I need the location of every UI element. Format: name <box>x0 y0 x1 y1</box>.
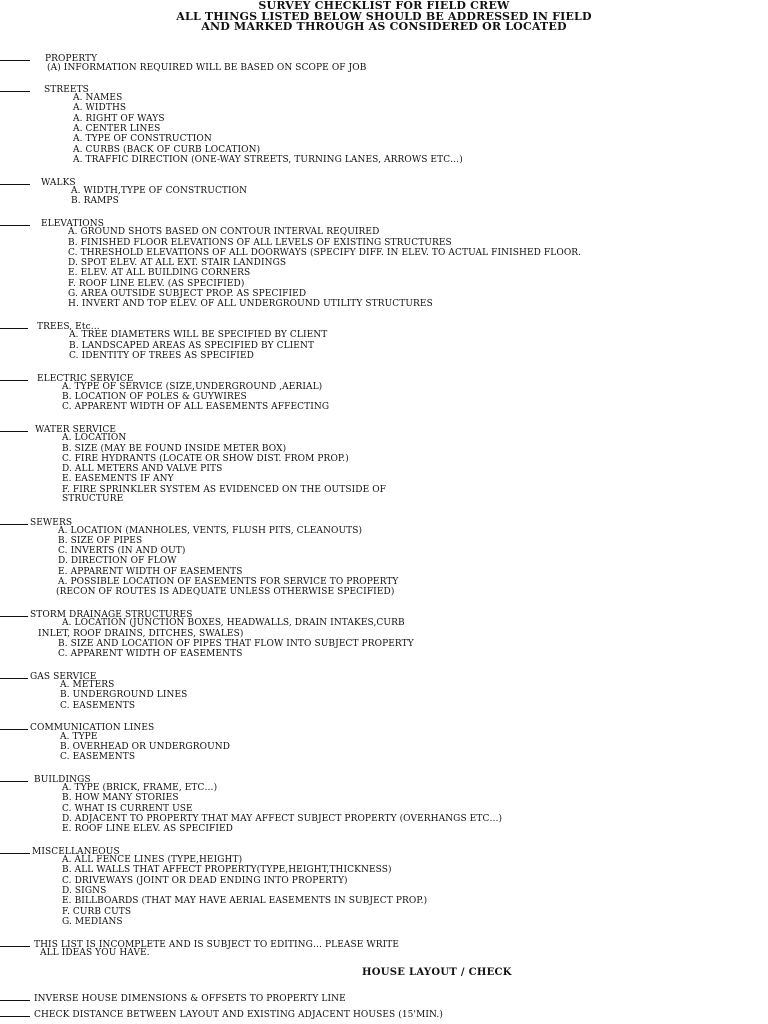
section-heading: STORM DRAINAGE STRUCTURES <box>30 610 193 620</box>
checkbox-blank-line[interactable] <box>0 1008 30 1017</box>
buildings-item: E. ROOF LINE ELEV. AS SPECIFIED <box>62 824 233 834</box>
misc-item: E. BILLBOARDS (THAT MAY HAVE AERIAL EASEMENTS IN SUBJECT PROP.) <box>62 896 428 906</box>
gas-item: C. EASEMENTS <box>60 701 136 711</box>
streets-item: A. TYPE OF CONSTRUCTION <box>73 134 212 144</box>
streets-item: A. NAMES <box>73 93 123 103</box>
checkbox-blank-line[interactable] <box>0 608 28 617</box>
water-item: C. FIRE HYDRANTS (LOCATE OR SHOW DIST. FROM PROP.) <box>62 454 349 464</box>
section-heading: MISCELLANEOUS <box>32 847 120 857</box>
sewers-item: A. POSSIBLE LOCATION OF EASEMENTS FOR SERVICE TO PROPERTY <box>58 577 399 587</box>
communication-item: B. OVERHEAD OR UNDERGROUND <box>60 742 231 752</box>
electric-item: C. APPARENT WIDTH OF ALL EASEMENTS AFFECTING <box>62 402 330 412</box>
section-heading: BUILDINGS <box>34 775 91 785</box>
checkbox-blank-line[interactable] <box>0 516 28 525</box>
checkbox-blank-line[interactable] <box>0 670 28 679</box>
checkbox-blank-line[interactable] <box>0 423 28 432</box>
section-heading: WALKS <box>41 178 76 188</box>
elevations-item: E. ELEV. AT ALL BUILDING CORNERS <box>68 268 251 278</box>
storm-item: A. LOCATION (JUNCTION BOXES, HEADWALLS, DRAIN INTAKES,CURB <box>62 618 405 628</box>
misc-item: C. DRIVEWAYS (JOINT OR DEAD ENDING INTO PROPERTY) <box>62 876 348 886</box>
elevations-item: F. ROOF LINE ELEV. (AS SPECIFIED) <box>68 279 245 289</box>
section-heading: PROPERTY <box>45 54 98 64</box>
sewers-item: E. APPARENT WIDTH OF EASEMENTS <box>58 567 243 577</box>
trees-item: A. TREE DIAMETERS WILL BE SPECIFIED BY CLIENT <box>69 330 328 340</box>
buildings-item: C. WHAT IS CURRENT USE <box>62 804 193 814</box>
note-line-2: ALL IDEAS YOU HAVE. <box>40 948 150 958</box>
house-layout-row <box>0 1008 443 1020</box>
sewers-item: (RECON OF ROUTES IS ADEQUATE UNLESS OTHERWISE SPECIFIED) <box>56 587 395 597</box>
streets-item: A. CENTER LINES <box>73 124 161 134</box>
gas-item: B. UNDERGROUND LINES <box>60 690 188 700</box>
house-layout-heading: HOUSE LAYOUT / CHECK <box>362 967 512 978</box>
water-item: STRUCTURE <box>62 494 124 504</box>
electric-item: A. TYPE OF SERVICE (SIZE,UNDERGROUND ,AERIAL) <box>62 382 323 392</box>
streets-item: A. CURBS (BACK OF CURB LOCATION) <box>73 145 261 155</box>
buildings-item: D. ADJACENT TO PROPERTY THAT MAY AFFECT SUBJECT PROPERTY (OVERHANGS ETC…) <box>62 814 503 824</box>
house-layout-item: CHECK DISTANCE BETWEEN LAYOUT AND EXISTING ADJACENT HOUSES (15'MIN.) <box>34 1010 444 1020</box>
elevations-item: C. THRESHOLD ELEVATIONS OF ALL DOORWAYS (SPECIFY DIFF. IN ELEV. TO ACTUAL FINISHED FLOOR. <box>68 248 582 258</box>
sewers-item: A. LOCATION (MANHOLES, VENTS, FLUSH PITS, CLEANOUTS) <box>58 526 363 536</box>
misc-item: F. CURB CUTS <box>62 907 132 917</box>
walks-heading-row <box>0 176 76 188</box>
water-item: B. SIZE (MAY BE FOUND INSIDE METER BOX) <box>62 444 287 454</box>
checkbox-blank-line[interactable] <box>0 320 28 329</box>
elevations-item: H. INVERT AND TOP ELEV. OF ALL UNDERGROUND UTILITY STRUCTURES <box>68 299 433 309</box>
house-layout-row <box>0 992 346 1004</box>
checkbox-blank-line[interactable] <box>0 176 30 185</box>
title-line-3: AND MARKED THROUGH AS CONSIDERED OR LOCATED <box>201 20 567 33</box>
misc-item: B. ALL WALLS THAT AFFECT PROPERTY(TYPE,HEIGHT,THICKNESS) <box>62 865 392 875</box>
checkbox-blank-line[interactable] <box>0 938 30 947</box>
gas-item: A. METERS <box>60 680 115 690</box>
property-item: (A) INFORMATION REQUIRED WILL BE BASED ON SCOPE OF JOB <box>47 63 367 73</box>
sewers-item: C. INVERTS (IN AND OUT) <box>58 546 186 556</box>
section-heading: ELEVATIONS <box>41 219 104 229</box>
section-heading: TREES, Etc… <box>37 322 100 332</box>
checkbox-blank-line[interactable] <box>0 372 28 381</box>
checkbox-blank-line[interactable] <box>0 83 30 92</box>
checkbox-blank-line[interactable] <box>0 992 30 1001</box>
water-item: E. EASEMENTS IF ANY <box>62 474 174 484</box>
electric-item: B. LOCATION OF POLES & GUYWIRES <box>62 392 247 402</box>
sewers-item: D. DIRECTION OF FLOW <box>58 556 177 566</box>
house-layout-item: INVERSE HOUSE DIMENSIONS & OFFSETS TO PROPERTY LINE <box>34 994 346 1004</box>
streets-item: A. TRAFFIC DIRECTION (ONE-WAY STREETS, TURNING LANES, ARROWS ETC…) <box>73 155 463 165</box>
section-heading: ELECTRIC SERVICE <box>37 374 134 384</box>
walks-item: B. RAMPS <box>71 196 119 206</box>
checkbox-blank-line[interactable] <box>0 773 28 782</box>
trees-item: C. IDENTITY OF TREES AS SPECIFIED <box>69 351 254 361</box>
buildings-item: B. HOW MANY STORIES <box>62 793 179 803</box>
elevations-item: D. SPOT ELEV. AT ALL EXT. STAIR LANDINGS <box>68 258 287 268</box>
elevations-item: A. GROUND SHOTS BASED ON CONTOUR INTERVAL REQUIRED <box>68 227 380 237</box>
walks-item: A. WIDTH,TYPE OF CONSTRUCTION <box>71 186 248 196</box>
note-line-1: THIS LIST IS INCOMPLETE AND IS SUBJECT TO EDITING… PLEASE WRITE <box>34 940 400 950</box>
section-heading: SEWERS <box>30 518 73 528</box>
storm-item: INLET, ROOF DRAINS, DITCHES, SWALES) <box>38 629 244 639</box>
checkbox-blank-line[interactable] <box>0 721 28 730</box>
water-item: A. LOCATION <box>62 433 127 443</box>
checkbox-blank-line[interactable] <box>0 217 30 226</box>
storm-item: B. SIZE AND LOCATION OF PIPES THAT FLOW INTO SUBJECT PROPERTY <box>58 639 414 649</box>
section-heading: GAS SERVICE <box>30 672 97 682</box>
section-heading: WATER SERVICE <box>35 425 117 435</box>
section-heading: STREETS <box>44 85 89 95</box>
checkbox-blank-line[interactable] <box>0 845 30 854</box>
buildings-item: A. TYPE (BRICK, FRAME, ETC…) <box>62 783 218 793</box>
title-line-1: SURVEY CHECKLIST FOR FIELD CREW <box>258 0 510 12</box>
elevations-item: B. FINISHED FLOOR ELEVATIONS OF ALL LEVELS OF EXISTING STRUCTURES <box>68 238 452 248</box>
trees-item: B. LANDSCAPED AREAS AS SPECIFIED BY CLIENT <box>69 341 315 351</box>
checkbox-blank-line[interactable] <box>0 52 30 61</box>
water-item: F. FIRE SPRINKLER SYSTEM AS EVIDENCED ON THE OUTSIDE OF <box>62 485 387 495</box>
streets-item: A. RIGHT OF WAYS <box>73 114 165 124</box>
misc-item: D. SIGNS <box>62 886 107 896</box>
elevations-item: G. AREA OUTSIDE SUBJECT PROP. AS SPECIFIED <box>68 289 307 299</box>
misc-item: A. ALL FENCE LINES (TYPE,HEIGHT) <box>62 855 243 865</box>
communication-item: C. EASEMENTS <box>60 752 136 762</box>
water-item: D. ALL METERS AND VALVE PITS <box>62 464 223 474</box>
streets-item: A. WIDTHS <box>73 103 127 113</box>
misc-item: G. MEDIANS <box>62 917 123 927</box>
sewers-item: B. SIZE OF PIPES <box>58 536 143 546</box>
title-line-2: ALL THINGS LISTED BELOW SHOULD BE ADDRESSED IN FIELD <box>176 10 592 23</box>
communication-item: A. TYPE <box>60 732 98 742</box>
storm-item: C. APPARENT WIDTH OF EASEMENTS <box>58 649 243 659</box>
section-heading: COMMUNICATION LINES <box>30 723 155 733</box>
